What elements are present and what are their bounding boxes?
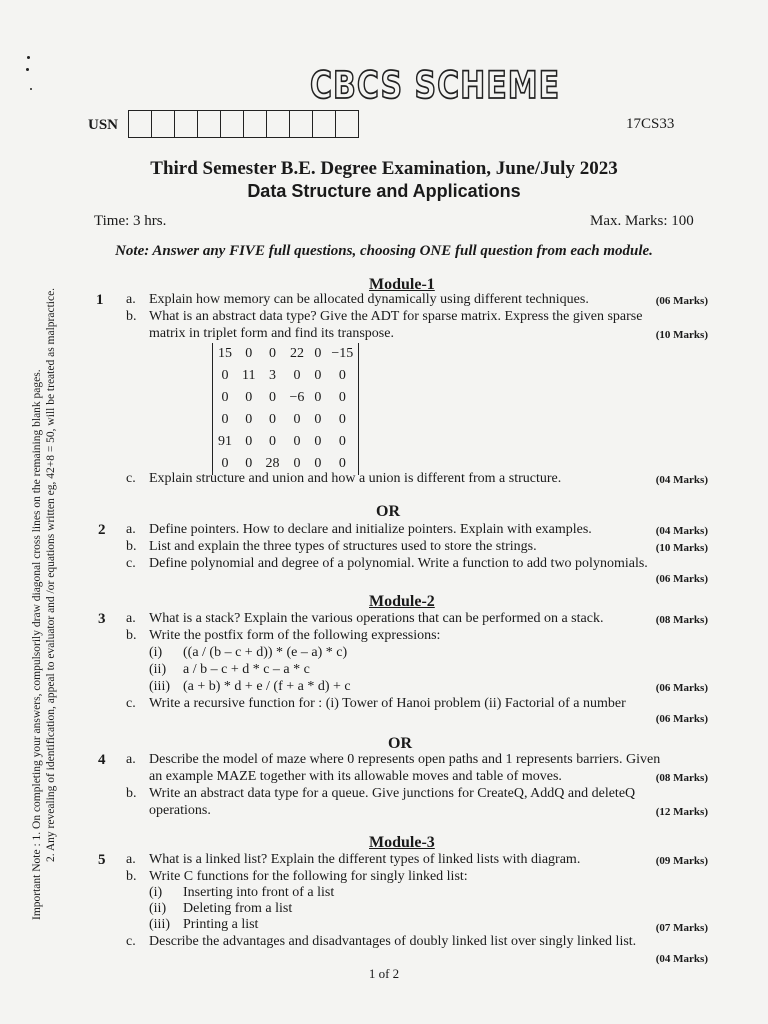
question-text: List and explain the three types of structures used to store the strings. [149,539,537,554]
matrix-cell: 0 [293,456,301,471]
expression: (a + b) * d + e / (f + a * d) + c [183,679,351,694]
matrix-cell: −6 [289,390,305,405]
marks-label: (04 Marks) [655,474,708,486]
exam-title: Third Semester B.E. Degree Examination, June/July 2023 [150,158,618,179]
sub-label: a. [126,522,136,537]
matrix-cell: 0 [314,346,322,361]
question-text: operations. [149,803,211,818]
sub-label: b. [126,539,137,554]
question-text: Write an abstract data type for a queue. Give junctions for CreateQ, AddQ and deleteQ [149,786,636,801]
matrix-cell: 0 [245,434,253,449]
scan-mark [30,88,32,90]
usn-cell[interactable] [244,111,267,137]
sub-item-label: (i) [149,645,163,660]
matrix-cell: 0 [245,456,253,471]
marks-label: (04 Marks) [655,953,708,965]
question-number: 1 [96,292,104,308]
matrix-cell: 15 [218,346,232,361]
or-divider: OR [388,735,412,752]
module-2-heading: Module-2 [369,593,435,610]
marks-label: (07 Marks) [655,922,708,934]
sub-label: a. [126,852,136,867]
marks-label: (06 Marks) [655,573,708,585]
marks-label: (06 Marks) [655,713,708,725]
matrix-cell: 0 [268,390,276,405]
matrix-cell: 0 [338,434,346,449]
matrix-cell: 0 [221,390,229,405]
question-text: Explain structure and union and how a union is different from a structure. [149,471,562,486]
matrix-row [213,409,359,431]
matrix-cell: 0 [221,368,229,383]
max-marks: Max. Marks: 100 [590,213,694,229]
usn-cell[interactable] [175,111,198,137]
question-text: Describe the model of maze where 0 represents open paths and 1 represents barriers. Given [149,752,661,767]
matrix-row [213,431,359,453]
matrix-cell: 0 [268,346,276,361]
matrix-cell: 0 [338,456,346,471]
important-note-sidebar [30,288,58,920]
matrix-cell: 0 [314,434,322,449]
usn-label: USN [88,117,119,133]
question-text: matrix in triplet form and find its transpose. [149,326,394,341]
matrix-cell: 0 [221,412,229,427]
question-text: What is an abstract data type? Give the ADT for sparse matrix. Express the given sparse [149,309,643,324]
module-1-heading: Module-1 [369,276,435,293]
matrix-cell: 0 [314,412,322,427]
scan-mark [26,68,29,71]
marks-label: (10 Marks) [655,542,708,554]
sub-label: a. [126,292,136,307]
sub-item-text: Deleting from a list [183,901,293,916]
expression: ((a / (b – c + d)) * (e – a) * c) [183,645,348,660]
marks-label: (10 Marks) [655,329,708,341]
matrix-cell: 28 [265,456,280,471]
or-divider: OR [376,503,400,520]
side-note-line-1: Important Note : 1. On completing your answers, compulsorily draw diagonal cross lines on the remaining blank pages. [31,369,43,920]
sub-item-label: (ii) [149,662,167,677]
sub-item-label: (ii) [149,901,167,916]
usn-cell[interactable] [267,111,290,137]
question-text: an example MAZE together with its allowable moves and table of moves. [149,769,562,784]
matrix-cell: 0 [338,390,346,405]
question-text: Explain how memory can be allocated dynamically using different techniques. [149,292,589,307]
matrix-cell: −15 [331,346,354,361]
matrix-cell: 0 [293,412,301,427]
question-text: What is a linked list? Explain the different types of linked lists with diagram. [149,852,581,867]
module-3-heading: Module-3 [369,834,435,851]
marks-label: (12 Marks) [655,806,708,818]
time-allowed: Time: 3 hrs. [94,213,167,229]
sub-item-text: Printing a list [183,917,259,932]
matrix-cell: 0 [338,368,346,383]
marks-label: (06 Marks) [655,682,708,694]
sub-label: b. [126,869,137,884]
usn-cell[interactable] [129,111,152,137]
question-text: Describe the advantages and disadvantages of doubly linked list over singly linked list. [149,934,637,949]
matrix-cell: 0 [245,390,253,405]
matrix-cell: 11 [242,368,256,383]
usn-cell[interactable] [336,111,358,137]
page-number: 1 of 2 [368,966,400,981]
matrix-row [213,343,359,365]
question-number: 5 [98,852,106,868]
sub-item-text: Inserting into front of a list [183,885,335,900]
matrix-cell: 0 [268,434,276,449]
usn-cell[interactable] [221,111,244,137]
matrix-cell: 0 [268,412,276,427]
question-text: Define polynomial and degree of a polynomial. Write a function to add two polynomials. [149,556,648,571]
matrix-cell: 0 [338,412,346,427]
matrix-cell: 0 [314,368,322,383]
question-text: What is a stack? Explain the various operations that can be performed on a stack. [149,611,604,626]
sub-label: c. [126,934,136,949]
marks-label: (04 Marks) [655,525,708,537]
matrix-row [213,365,359,387]
marks-label: (06 Marks) [655,295,708,307]
sub-label: c. [126,556,136,571]
question-number: 4 [98,752,106,768]
sub-label: a. [126,611,136,626]
question-text: Write the postfix form of the following expressions: [149,628,441,643]
instructions-note: Note: Answer any FIVE full questions, choosing ONE full question from each module. [115,243,653,259]
matrix-cell: 0 [314,456,322,471]
sub-item-label: (iii) [149,917,170,932]
sub-label: b. [126,309,137,324]
sub-item-label: (i) [149,885,163,900]
matrix-cell: 0 [314,390,322,405]
matrix-cell: 0 [293,368,301,383]
matrix-row [213,387,359,409]
sub-item-label: (iii) [149,679,170,694]
sub-label: c. [126,696,136,711]
sub-label: b. [126,628,137,643]
question-text: Write C functions for the following for singly linked list: [149,869,468,884]
usn-cell[interactable] [290,111,313,137]
matrix-cell: 0 [245,412,253,427]
subject-title: Data Structure and Applications [247,181,521,201]
usn-cell[interactable] [152,111,175,137]
usn-boxes[interactable] [128,110,359,138]
question-number: 2 [98,522,106,538]
side-note-line-2: 2. Any revealing of identification, appeal to evaluator and /or equations written eg, 42+8 = 50, will be treated as malpractice. [45,287,57,862]
matrix-cell: 0 [245,346,253,361]
usn-cell[interactable] [313,111,336,137]
question-text: Write a recursive function for : (i) Tower of Hanoi problem (ii) Factorial of a number [149,696,626,711]
marks-label: (08 Marks) [655,614,708,626]
sub-label: a. [126,752,136,767]
marks-label: (08 Marks) [655,772,708,784]
matrix-cell: 0 [221,456,229,471]
question-text: Define pointers. How to declare and initialize pointers. Explain with examples. [149,522,592,537]
sub-label: b. [126,786,137,801]
scan-mark [27,56,30,59]
sub-label: c. [126,471,136,486]
matrix-cell: 22 [289,346,304,361]
marks-label: (09 Marks) [655,855,708,867]
matrix-cell: 3 [268,368,276,383]
course-code: 17CS33 [626,116,675,132]
sparse-matrix [212,343,359,475]
scheme-title: CBCS SCHEME [310,64,561,108]
matrix-cell: 0 [293,434,301,449]
matrix-cell: 91 [218,434,232,449]
question-number: 3 [98,611,106,627]
expression: a / b – c + d * c – a * c [183,662,310,677]
usn-cell[interactable] [198,111,221,137]
